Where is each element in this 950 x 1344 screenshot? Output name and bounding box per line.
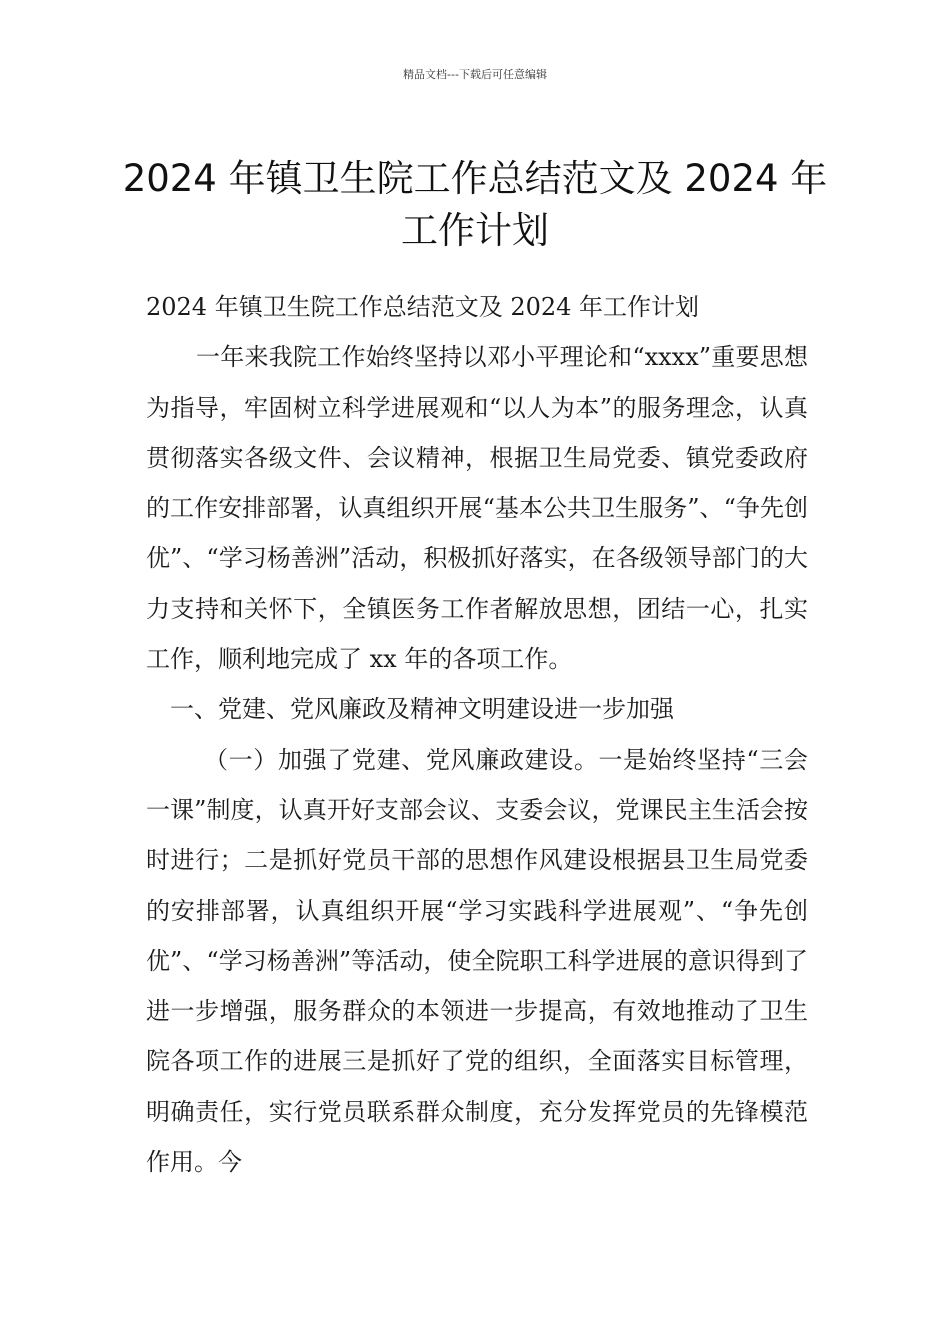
document-subtitle: 2024 年镇卫生院工作总结范文及 2024 年工作计划	[146, 293, 700, 321]
section-heading: 一、党建、党风廉政及精神文明建设进一步加强	[170, 695, 674, 724]
paragraph-intro: 一年来我院工作始终坚持以邓小平理论和“xxxx”重要思想为指导，牢固树立科学进展观和“以人为本”的服务理念，认真贯彻落实各级文件、会议精神，根据卫生局党委、镇党委政府的工作安排部署，认真组织开展“基本公共卫生服务”、“争先创优”、“学习杨善洲”活动，积极抓好落实，在各级领导部门的大力支持和关怀下，全镇医务工作者解放思想，团结一心，扎实工作，顺利地完成了 xx 年的各项工作。	[146, 343, 808, 674]
header-note: 精品文档---下载后可任意编辑	[403, 68, 547, 81]
paragraph-party-building: （一）加强了党建、党风廉政建设。一是始终坚持“三会一课”制度，认真开好支部会议、支委会议，党课民主生活会按时进行；二是抓好党员干部的思想作风建设根据县卫生局党委的安排部署，认真组织开展“学习实践科学进展观”、“争先创优”、“学习杨善洲”等活动，使全院职工科学进展的意识得到了进一步增强，服务群众的本领进一步提高，有效地推动了卫生院各项工作的进展三是抓好了党的组织，全面落实目标管理，明确责任，实行党员联系群众制度，充分发挥党员的先锋模范作用。今	[146, 745, 808, 1177]
page-title: 2024 年镇卫生院工作总结范文及 2024 年工作计划	[122, 156, 828, 252]
document-body	[146, 282, 808, 1187]
